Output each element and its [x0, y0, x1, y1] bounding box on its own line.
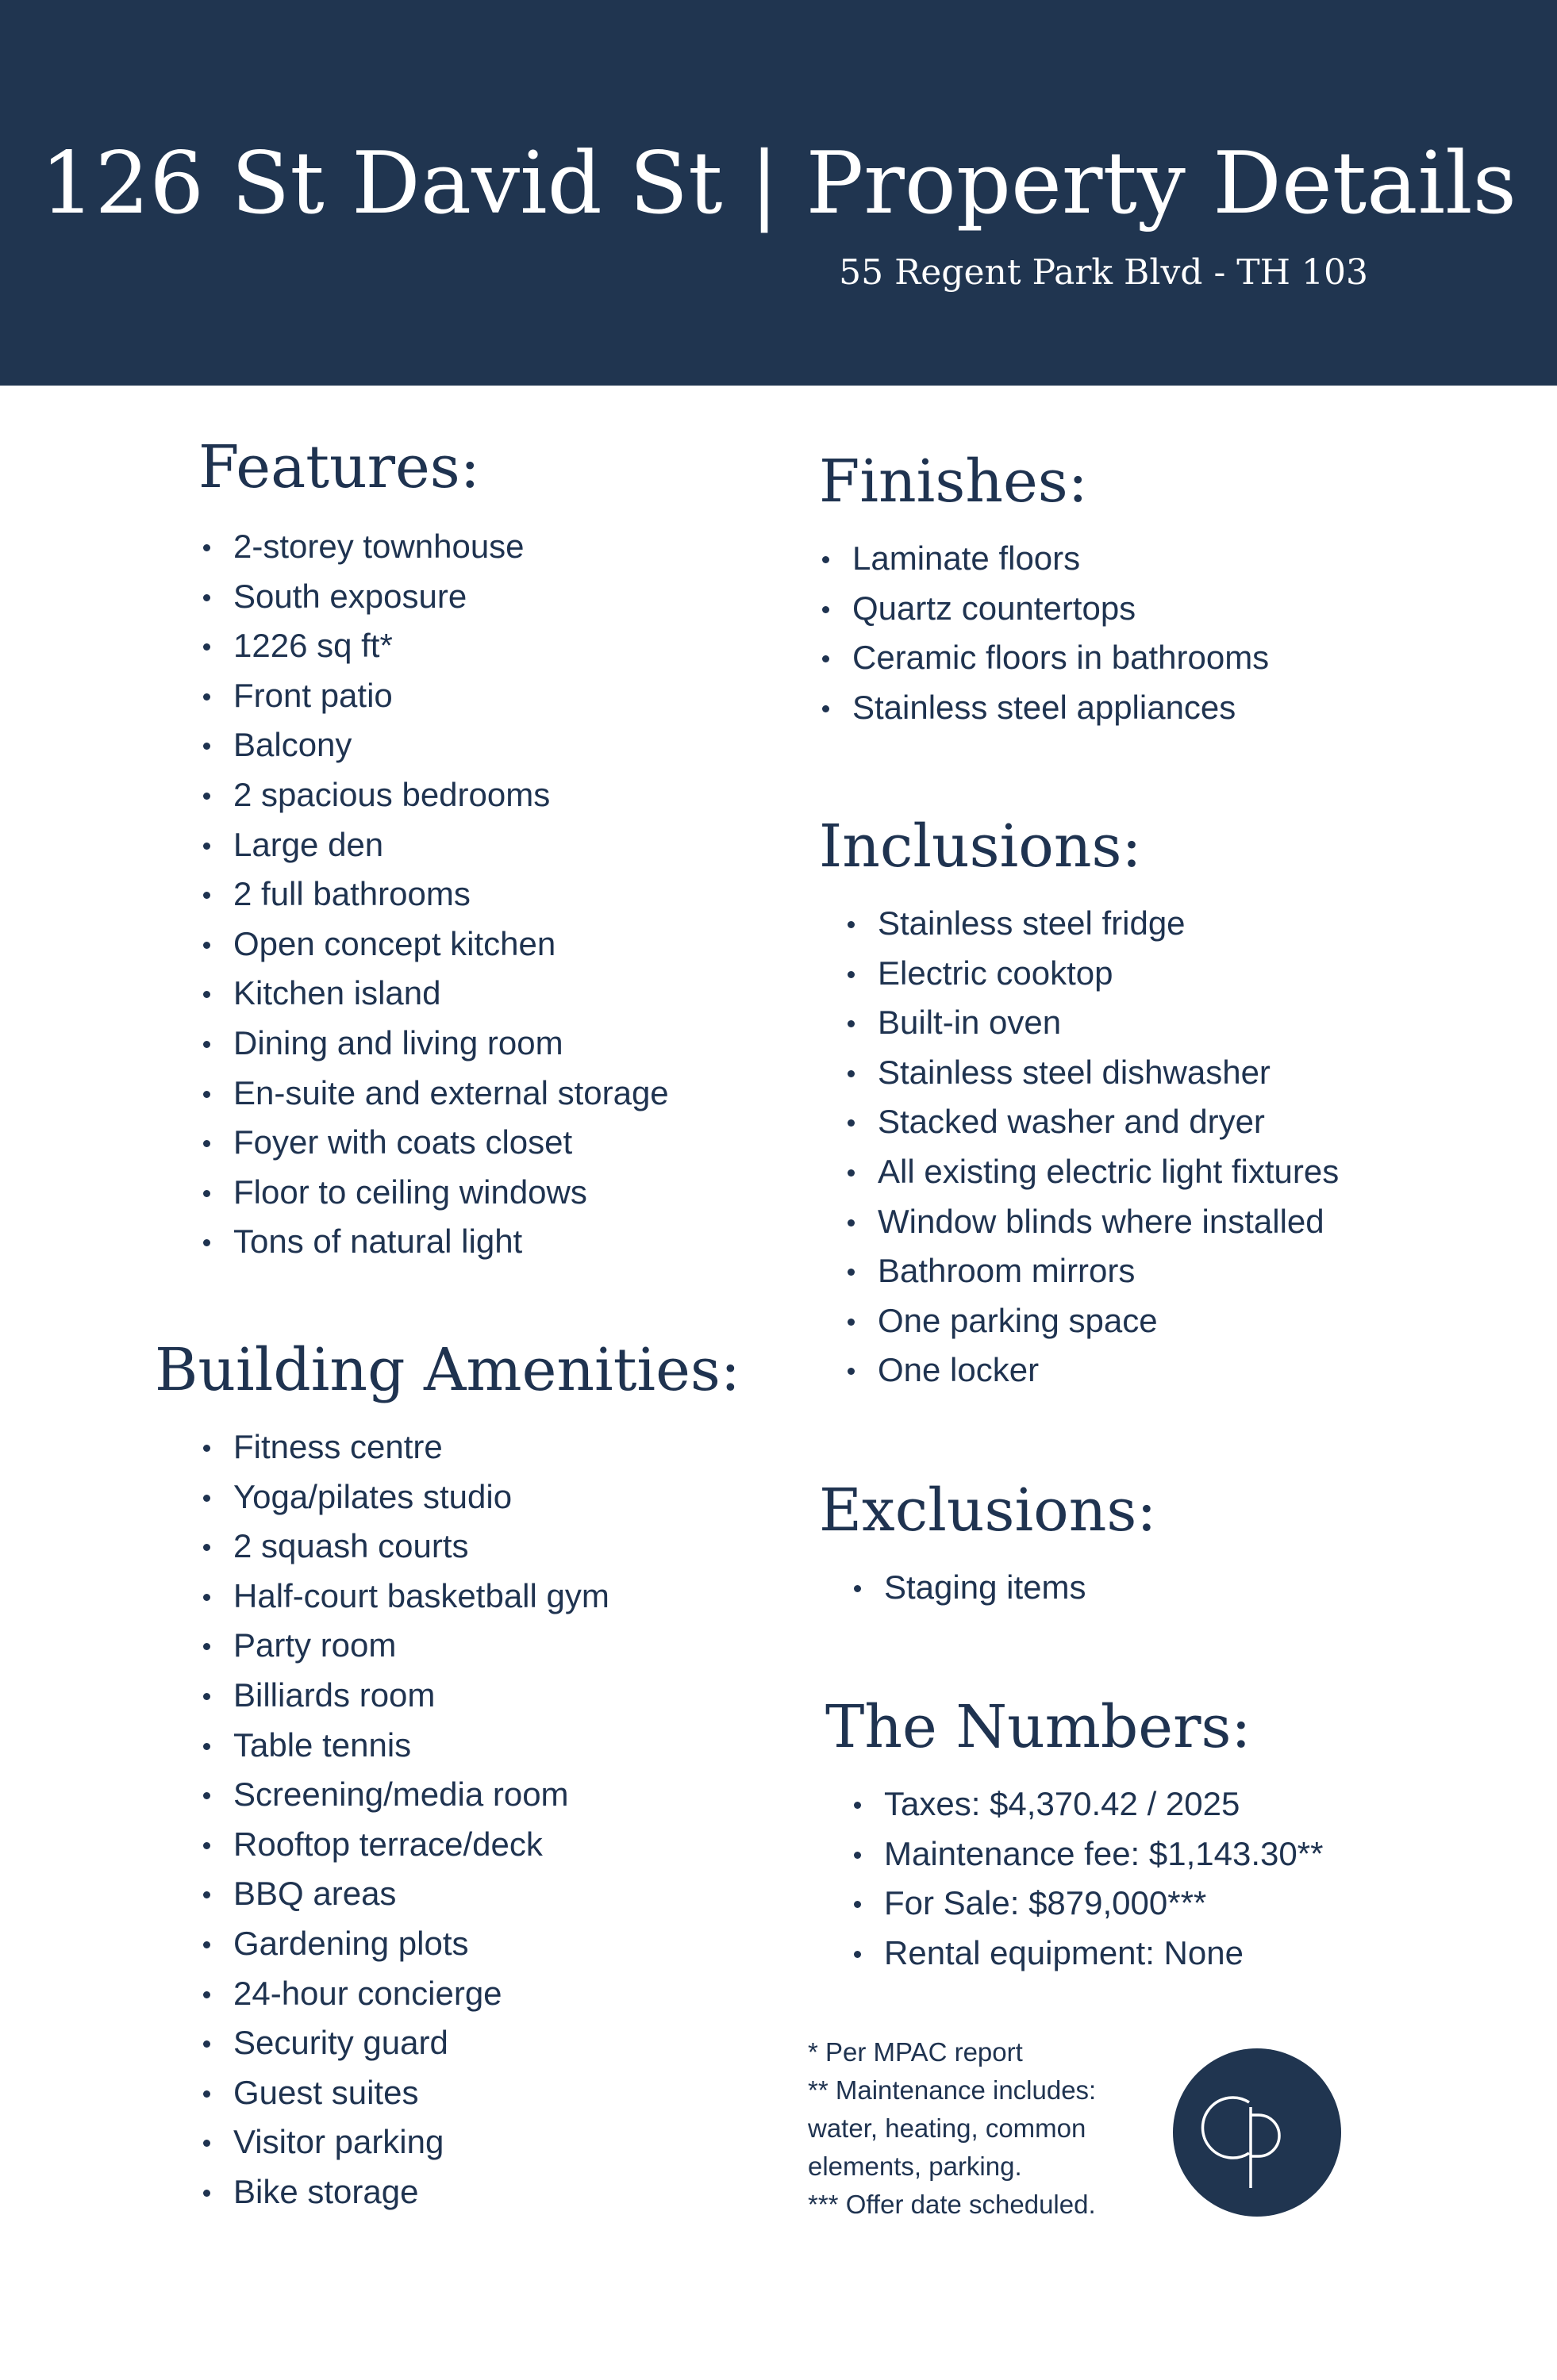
amenities-heading: Building Amenities:	[155, 1336, 740, 1404]
list-item: Guest suites	[200, 2068, 609, 2118]
list-item: BBQ areas	[200, 1869, 609, 1919]
finishes-heading: Finishes:	[819, 447, 1088, 516]
footnote: *** Offer date scheduled.	[808, 2190, 1096, 2219]
list-item: 2 full bathrooms	[200, 869, 669, 919]
list-item: Party room	[200, 1621, 609, 1671]
list-item: 2-storey townhouse	[200, 522, 669, 572]
list-item: Half-court basketball gym	[200, 1572, 609, 1622]
list-item: Rental equipment: None	[851, 1929, 1323, 1979]
footnote: elements, parking.	[808, 2152, 1022, 2181]
finishes-list	[819, 534, 1269, 732]
logo-mark-icon	[1173, 2048, 1341, 2217]
footnote: * Per MPAC report	[808, 2037, 1023, 2067]
list-item: Billiards room	[200, 1671, 609, 1721]
list-item: Ceramic floors in bathrooms	[819, 633, 1269, 683]
footnote: water, heating, common	[808, 2113, 1086, 2143]
list-item: Screening/media room	[200, 1770, 609, 1820]
list-item: Built-in oven	[844, 998, 1339, 1048]
list-item: Bathroom mirrors	[844, 1246, 1339, 1296]
list-item: Stainless steel fridge	[844, 899, 1339, 949]
list-item: Security guard	[200, 2018, 609, 2068]
list-item: Floor to ceiling windows	[200, 1168, 669, 1218]
list-item: One locker	[844, 1345, 1339, 1395]
exclusions-heading: Exclusions:	[819, 1476, 1157, 1545]
list-item: Bike storage	[200, 2167, 609, 2217]
footnote: ** Maintenance includes:	[808, 2075, 1097, 2105]
list-item: Stainless steel appliances	[819, 683, 1269, 733]
list-item: Window blinds where installed	[844, 1197, 1339, 1247]
list-item: Electric cooktop	[844, 949, 1339, 999]
list-item: Front patio	[200, 671, 669, 721]
list-item: Gardening plots	[200, 1919, 609, 1969]
list-item: Kitchen island	[200, 969, 669, 1019]
list-item: Open concept kitchen	[200, 919, 669, 969]
list-item: Dining and living room	[200, 1019, 669, 1069]
list-item: Table tennis	[200, 1721, 609, 1771]
inclusions-list	[844, 899, 1339, 1395]
inclusions-heading: Inclusions:	[819, 812, 1142, 881]
list-item: Rooftop terrace/deck	[200, 1820, 609, 1870]
list-item: Foyer with coats closet	[200, 1118, 669, 1168]
numbers-list	[851, 1779, 1323, 1978]
list-item: Quartz countertops	[819, 584, 1269, 634]
list-item: Fitness centre	[200, 1422, 609, 1472]
list-item: One parking space	[844, 1296, 1339, 1346]
list-item: Balcony	[200, 720, 669, 770]
list-item: Maintenance fee: $1,143.30**	[851, 1829, 1323, 1879]
list-item: 2 squash courts	[200, 1522, 609, 1572]
list-item: Yoga/pilates studio	[200, 1472, 609, 1522]
list-item: For Sale: $879,000***	[851, 1879, 1323, 1929]
page-title: 126 St David St | Property Details	[40, 134, 1517, 233]
list-item: South exposure	[200, 572, 669, 622]
list-item: 1226 sq ft*	[200, 621, 669, 671]
footnotes	[808, 2033, 1096, 2224]
list-item: 2 spacious bedrooms	[200, 770, 669, 820]
property-address: 55 Regent Park Blvd - TH 103	[839, 252, 1368, 293]
list-item: Visitor parking	[200, 2117, 609, 2167]
list-item: Laminate floors	[819, 534, 1269, 584]
cp-monogram-logo-icon	[1173, 2048, 1341, 2217]
list-item: Stainless steel dishwasher	[844, 1048, 1339, 1098]
list-item: Staging items	[851, 1563, 1086, 1613]
list-item: Stacked washer and dryer	[844, 1097, 1339, 1147]
list-item: Large den	[200, 820, 669, 870]
exclusions-list	[851, 1563, 1086, 1613]
numbers-heading: The Numbers:	[825, 1693, 1251, 1761]
list-item: En-suite and external storage	[200, 1069, 669, 1119]
features-list	[200, 522, 669, 1267]
list-item: 24-hour concierge	[200, 1969, 609, 2019]
amenities-list	[200, 1422, 609, 2217]
features-heading: Features:	[198, 433, 480, 501]
header-banner	[0, 0, 1557, 386]
list-item: All existing electric light fixtures	[844, 1147, 1339, 1197]
list-item: Tons of natural light	[200, 1217, 669, 1267]
list-item: Taxes: $4,370.42 / 2025	[851, 1779, 1323, 1829]
